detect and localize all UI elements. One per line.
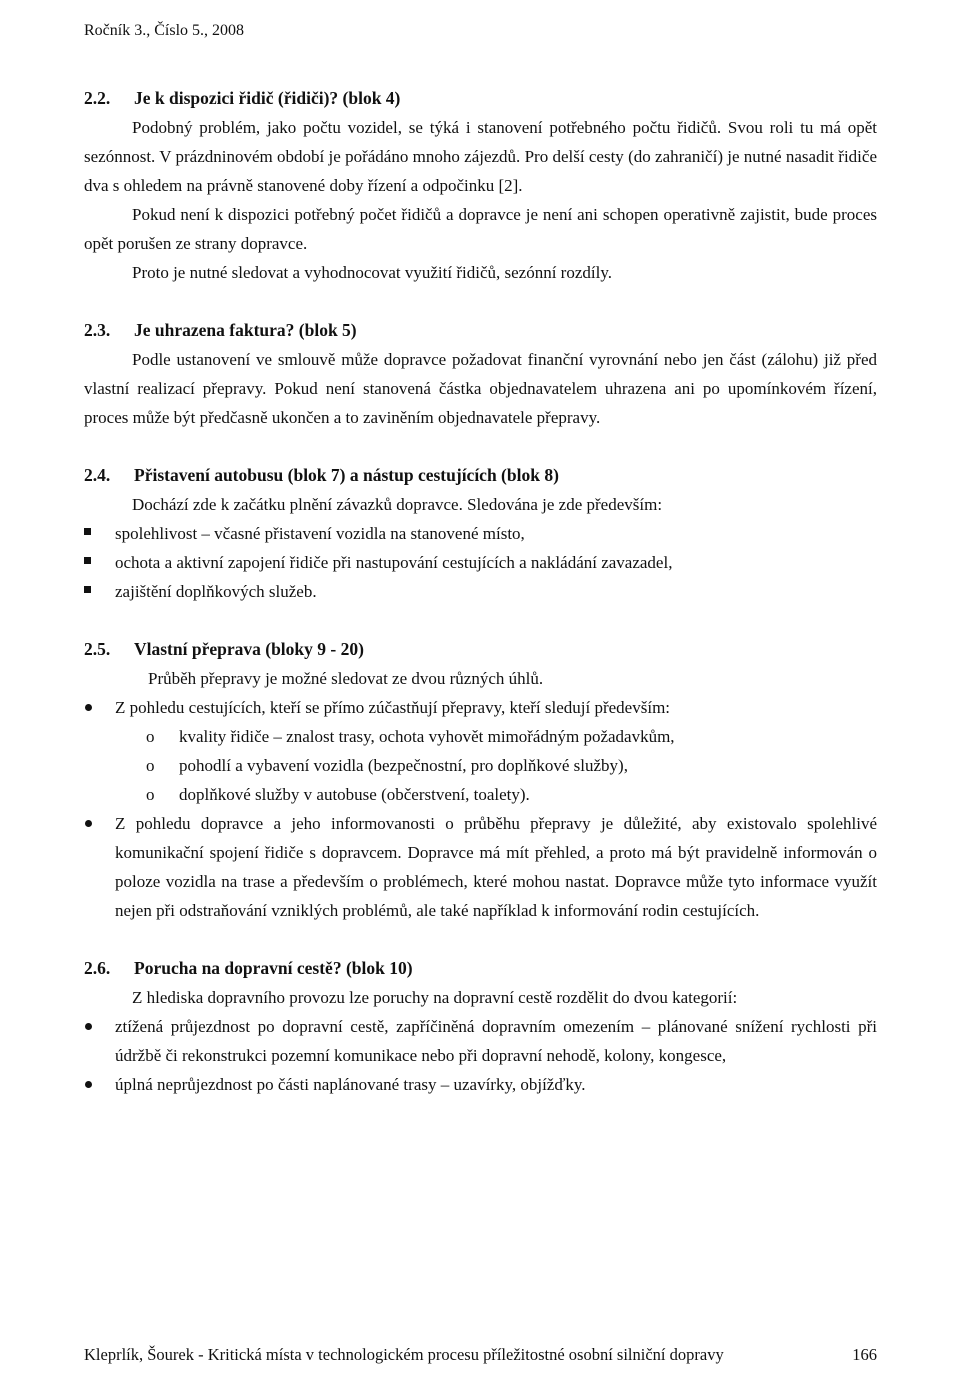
list-item-text: spolehlivost – včasné přistavení vozidla na stanovené místo, bbox=[115, 524, 525, 543]
list-item bbox=[84, 548, 877, 577]
list-item-text: doplňkové služby v autobuse (občerstvení, toalety). bbox=[179, 785, 530, 804]
sub-list-item bbox=[84, 722, 877, 751]
section-2-5-heading bbox=[84, 635, 877, 664]
page-number: 166 bbox=[852, 1345, 877, 1364]
section-title: Porucha na dopravní cestě? bbox=[134, 958, 342, 978]
section-number: 2.3. bbox=[84, 320, 111, 340]
page-content bbox=[84, 84, 877, 1099]
round-bullet-icon bbox=[85, 704, 92, 711]
list-item-text: úplná neprůjezdnost po části naplánované trasy – uzavírky, objížďky. bbox=[115, 1075, 586, 1094]
round-bullet-list bbox=[84, 1012, 877, 1099]
section-number: 2.5. bbox=[84, 639, 111, 659]
circle-bullet-icon: o bbox=[146, 785, 155, 804]
paragraph: Podle ustanovení ve smlouvě může dopravce požadovat finanční vyrovnání nebo jen část (zálohu) již před vlastní realizací přepravy. Pokud není stanovená částka objednavatelem uhrazena ani po upomínkovém řízení, proces může být předčasně ukončen a to zaviněním objednavatele přepravy. bbox=[84, 350, 877, 427]
list-item-text: ztížená průjezdnost po dopravní cestě, zapříčiněná dopravním omezením – plánované snížení rychlosti při údržbě či rekonstrukci pozemní komunikace nebo při dopravní nehodě, kolony, kongesce, bbox=[115, 1017, 877, 1065]
list-item bbox=[84, 519, 877, 548]
section-title: Je k dispozici řidič (řidiči)? (blok 4) bbox=[134, 88, 401, 108]
paragraph: Pokud není k dispozici potřebný počet řidičů a dopravce je není ani schopen operativně zajistit, bude proces opět porušen ze strany dopravce. bbox=[84, 205, 877, 253]
section-title-block: (blok 5) bbox=[298, 320, 357, 340]
round-bullet-icon bbox=[85, 820, 92, 827]
paragraph: Průběh přepravy je možné sledovat ze dvou různých úhlů. bbox=[148, 669, 544, 688]
section-title: Přistavení autobusu (blok 7) a nástup cestujících (blok 8) bbox=[134, 465, 559, 485]
list-item bbox=[84, 809, 877, 925]
sub-list bbox=[84, 722, 877, 809]
square-bullet-icon bbox=[84, 528, 91, 535]
square-bullet-list bbox=[84, 519, 877, 606]
list-item-text: ochota a aktivní zapojení řidiče při nastupování cestujících a nakládání zavazadel, bbox=[115, 553, 673, 572]
list-item bbox=[84, 1070, 877, 1099]
sub-list-item bbox=[84, 751, 877, 780]
list-item-text: zajištění doplňkových služeb. bbox=[115, 582, 317, 601]
section-number: 2.4. bbox=[84, 465, 111, 485]
square-bullet-icon bbox=[84, 557, 91, 564]
list-item bbox=[84, 693, 877, 722]
section-title: Vlastní přeprava (bloky 9 - 20) bbox=[134, 639, 364, 659]
round-bullet-icon bbox=[85, 1023, 92, 1030]
section-2-6-heading bbox=[84, 954, 877, 983]
round-bullet-list bbox=[84, 809, 877, 925]
list-item-text: pohodlí a vybavení vozidla (bezpečnostní, pro doplňkové služby), bbox=[179, 756, 628, 775]
round-bullet-list bbox=[84, 693, 877, 722]
paragraph: Dochází zde k začátku plnění závazků dopravce. Sledována je zde především: bbox=[132, 495, 663, 514]
circle-bullet-icon: o bbox=[146, 727, 155, 746]
list-item-text: Z pohledu cestujících, kteří se přímo zúčastňují přepravy, kteří sledují především: bbox=[115, 698, 671, 717]
paragraph: Proto je nutné sledovat a vyhodnocovat využití řidičů, sezónní rozdíly. bbox=[132, 263, 612, 282]
section-title: Je uhrazena faktura? bbox=[134, 320, 295, 340]
section-2-4-heading bbox=[84, 461, 877, 490]
list-item bbox=[84, 1012, 877, 1070]
running-head: Ročník 3., Číslo 5., 2008 bbox=[84, 22, 245, 39]
footer-citation: Kleprlík, Šourek - Kritická místa v technologickém procesu příležitostné osobní silniční dopravy bbox=[84, 1345, 724, 1364]
sub-list-item bbox=[84, 780, 877, 809]
square-bullet-icon bbox=[84, 586, 91, 593]
section-title-block: (blok 10) bbox=[345, 958, 413, 978]
circle-bullet-icon: o bbox=[146, 756, 155, 775]
round-bullet-icon bbox=[85, 1081, 92, 1088]
paragraph: Z hlediska dopravního provozu lze poruchy na dopravní cestě rozdělit do dvou kategorií: bbox=[132, 988, 738, 1007]
section-2-3-heading bbox=[84, 316, 877, 345]
list-item bbox=[84, 577, 877, 606]
list-item-text: kvality řidiče – znalost trasy, ochota vyhovět mimořádným požadavkům, bbox=[179, 727, 675, 746]
paragraph: Podobný problém, jako počtu vozidel, se týká i stanovení potřebného počtu řidičů. Svou roli tu má opět sezónnost. V prázdninovém období je pořádáno mnoho zájezdů. Pro delší cesty (do zahraničí) je nutné nasadit řidiče dva s ohledem na právně stanovené doby řízení a odpočinku [2]. bbox=[84, 118, 877, 195]
section-number: 2.6. bbox=[84, 958, 111, 978]
page-footer bbox=[84, 1345, 877, 1365]
section-number: 2.2. bbox=[84, 88, 111, 108]
section-2-2-heading bbox=[84, 84, 877, 113]
list-item-text: Z pohledu dopravce a jeho informovanosti o průběhu přepravy je důležité, aby existovalo spolehlivé komunikační spojení řidiče s dopravcem. Dopravce má mít přehled, a proto má být pravidelně informován o poloze vozidla na trase a především o problémech, které mohou nastat. Dopravce může tyto informace využít nejen při odstraňování vzniklých problémů, ale také například k informování rodin cestujících. bbox=[115, 814, 877, 920]
